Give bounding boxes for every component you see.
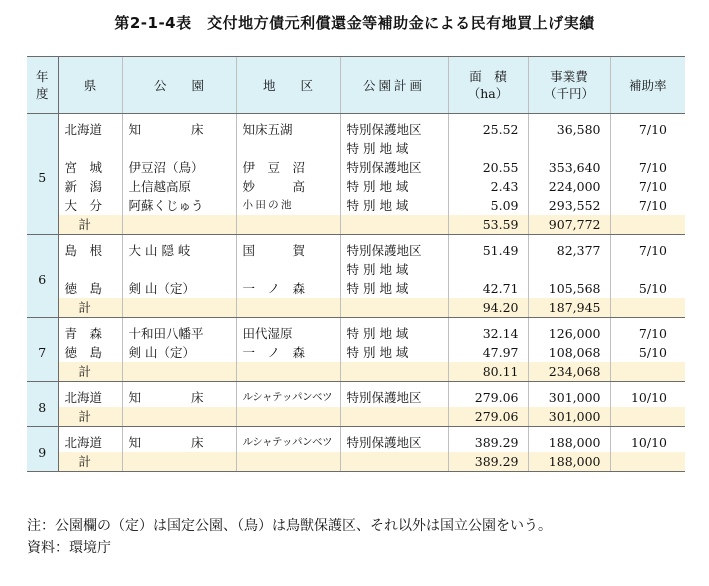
total-empty-cell (236, 407, 340, 427)
footnote-block (27, 515, 552, 559)
total-empty-cell (610, 215, 685, 235)
year-cell: 9 (27, 427, 58, 472)
total-area: 389.29 (448, 452, 528, 472)
header-plan: 公園計画 (340, 57, 448, 114)
total-label: 計 (58, 452, 122, 472)
cell-pref: 青 森 (64, 326, 103, 341)
year-cell: 8 (27, 382, 58, 427)
cell-cost: 126,000 (528, 318, 610, 344)
cell-plan: 特 別 地 域 (340, 177, 448, 196)
cell-cost: 82,377 (528, 235, 610, 261)
table-row (27, 235, 685, 261)
table-row (27, 260, 685, 279)
cell-park: 知 床 (122, 427, 236, 453)
footnote-source: 資料：環境庁 (27, 540, 111, 556)
cell-rate: 5/10 (610, 343, 685, 362)
total-empty-cell (340, 407, 448, 427)
header-cost: 事業費 （千円） (528, 57, 610, 114)
cell-district: 一 ノ 森 (236, 343, 340, 362)
cell-area: 51.49 (448, 235, 528, 261)
total-empty-cell (610, 407, 685, 427)
cell-rate: 10/10 (610, 427, 685, 453)
total-label: 計 (58, 362, 122, 382)
cell-park: 大 山 隠 岐 (122, 235, 236, 261)
cell-park: 阿蘇くじゅう (122, 196, 236, 215)
total-empty-cell (610, 452, 685, 472)
header-district: 地 区 (236, 57, 340, 114)
total-empty-cell (122, 452, 236, 472)
cell-cost (528, 260, 610, 279)
cell-rate: 7/10 (610, 114, 685, 140)
cell-district: 知床五湖 (236, 114, 340, 140)
total-empty-cell (340, 298, 448, 318)
cell-rate: 7/10 (610, 235, 685, 261)
total-row (27, 452, 685, 472)
cell-district (236, 260, 340, 279)
cell-cost: 224,000 (528, 177, 610, 196)
cell-area: 42.71 (448, 279, 528, 298)
cell-rate: 7/10 (610, 177, 685, 196)
cell-rate: 7/10 (610, 158, 685, 177)
header-pref: 県 (58, 57, 122, 114)
cell-district: 妙 高 (236, 177, 340, 196)
cell-district: ルシャテッパンベツ (236, 427, 340, 453)
cell-pref: 北海道 (64, 390, 103, 405)
cell-pref: 大 分 (64, 198, 103, 213)
table-row (27, 427, 685, 453)
cell-park: 知 床 (122, 114, 236, 140)
total-empty-cell (340, 362, 448, 382)
table-row (27, 177, 685, 196)
total-empty-cell (122, 407, 236, 427)
total-row (27, 215, 685, 235)
cell-cost: 188,000 (528, 427, 610, 453)
cell-district (236, 139, 340, 158)
cell-cost (528, 139, 610, 158)
cell-area: 279.06 (448, 382, 528, 408)
cell-area: 2.43 (448, 177, 528, 196)
header-row (27, 57, 685, 114)
cell-district: 一 ノ 森 (236, 279, 340, 298)
total-cost: 301,000 (528, 407, 610, 427)
cell-area: 32.14 (448, 318, 528, 344)
year-cell: 7 (27, 318, 58, 382)
cell-plan: 特別保護地区 (340, 114, 448, 140)
total-empty-cell (236, 215, 340, 235)
cell-cost: 108,068 (528, 343, 610, 362)
total-empty-cell (340, 452, 448, 472)
cell-park: 知 床 (122, 382, 236, 408)
cell-pref (58, 139, 122, 158)
total-cost: 907,772 (528, 215, 610, 235)
cell-area: 20.55 (448, 158, 528, 177)
total-empty-cell (340, 215, 448, 235)
cell-district: 田代湿原 (236, 318, 340, 344)
header-park: 公 園 (122, 57, 236, 114)
header-year-text: 年度 (35, 69, 49, 101)
cell-pref: 新 潟 (64, 179, 103, 194)
total-label: 計 (58, 407, 122, 427)
total-empty-cell (236, 452, 340, 472)
cell-plan: 特 別 地 域 (340, 260, 448, 279)
cell-pref: 北海道 (64, 122, 103, 137)
cell-plan: 特別保護地区 (340, 427, 448, 453)
cell-cost: 105,568 (528, 279, 610, 298)
cell-rate: 10/10 (610, 382, 685, 408)
table-title: 第2-1-4表 交付地方債元利償還金等補助金による民有地買上げ実績 (114, 14, 595, 32)
table-row (27, 382, 685, 408)
cell-plan: 特 別 地 域 (340, 279, 448, 298)
table-row (27, 114, 685, 140)
cell-pref: 徳 島 (64, 345, 103, 360)
cell-pref: 島 根 (64, 243, 103, 258)
table-row (27, 318, 685, 344)
total-area: 80.11 (448, 362, 528, 382)
total-empty-cell (610, 362, 685, 382)
table-row (27, 158, 685, 177)
cell-cost: 293,552 (528, 196, 610, 215)
header-year (27, 57, 58, 114)
total-cost: 234,068 (528, 362, 610, 382)
cell-plan: 特 別 地 域 (340, 139, 448, 158)
cell-plan: 特 別 地 域 (340, 318, 448, 344)
total-empty-cell (610, 298, 685, 318)
cell-pref: 徳 島 (64, 281, 103, 296)
total-empty-cell (236, 298, 340, 318)
year-cell: 5 (27, 114, 58, 235)
table-row (27, 196, 685, 215)
header-rate: 補助率 (610, 57, 685, 114)
cell-cost: 36,580 (528, 114, 610, 140)
total-area: 94.20 (448, 298, 528, 318)
cell-pref: 北海道 (64, 435, 103, 450)
cell-park: 剣 山（定） (122, 343, 236, 362)
cell-plan: 特別保護地区 (340, 382, 448, 408)
cell-rate: 7/10 (610, 196, 685, 215)
cell-plan: 特 別 地 域 (340, 343, 448, 362)
total-row (27, 298, 685, 318)
total-area: 53.59 (448, 215, 528, 235)
cell-park (122, 260, 236, 279)
table-body (27, 114, 685, 472)
cell-plan: 特別保護地区 (340, 235, 448, 261)
cell-park: 剣 山（定） (122, 279, 236, 298)
cell-rate: 7/10 (610, 318, 685, 344)
total-cost: 188,000 (528, 452, 610, 472)
header-area: 面 積 （ha） (448, 57, 528, 114)
cell-district: 伊 豆 沼 (236, 158, 340, 177)
cell-district: 国 賀 (236, 235, 340, 261)
cell-cost: 353,640 (528, 158, 610, 177)
total-label: 計 (58, 298, 122, 318)
total-empty-cell (122, 362, 236, 382)
total-row (27, 362, 685, 382)
cell-pref: 宮 城 (64, 160, 103, 175)
cell-area: 389.29 (448, 427, 528, 453)
cell-district: ルシャテッパンベツ (236, 382, 340, 408)
cell-park: 上信越高原 (122, 177, 236, 196)
cell-area (448, 260, 528, 279)
total-empty-cell (236, 362, 340, 382)
table-row (27, 279, 685, 298)
cell-area (448, 139, 528, 158)
cell-park: 伊豆沼（鳥） (122, 158, 236, 177)
total-area: 279.06 (448, 407, 528, 427)
table-row (27, 139, 685, 158)
cell-park: 十和田八幡平 (122, 318, 236, 344)
year-cell: 6 (27, 235, 58, 318)
total-label: 計 (58, 215, 122, 235)
total-cost: 187,945 (528, 298, 610, 318)
cell-cost: 301,000 (528, 382, 610, 408)
total-empty-cell (122, 215, 236, 235)
cell-rate (610, 139, 685, 158)
footnote-note: 注：公園欄の（定）は国定公園、（鳥）は鳥獣保護区、それ以外は国立公園をいう。 (27, 518, 552, 534)
total-empty-cell (122, 298, 236, 318)
cell-pref (58, 260, 122, 279)
cell-district: 小 田 の 池 (236, 196, 340, 215)
cell-plan: 特別保護地区 (340, 158, 448, 177)
cell-area: 47.97 (448, 343, 528, 362)
cell-park (122, 139, 236, 158)
cell-plan: 特 別 地 域 (340, 196, 448, 215)
cell-rate: 5/10 (610, 279, 685, 298)
cell-area: 25.52 (448, 114, 528, 140)
data-table (27, 56, 685, 472)
table-row (27, 343, 685, 362)
cell-area: 5.09 (448, 196, 528, 215)
total-row (27, 407, 685, 427)
cell-rate (610, 260, 685, 279)
